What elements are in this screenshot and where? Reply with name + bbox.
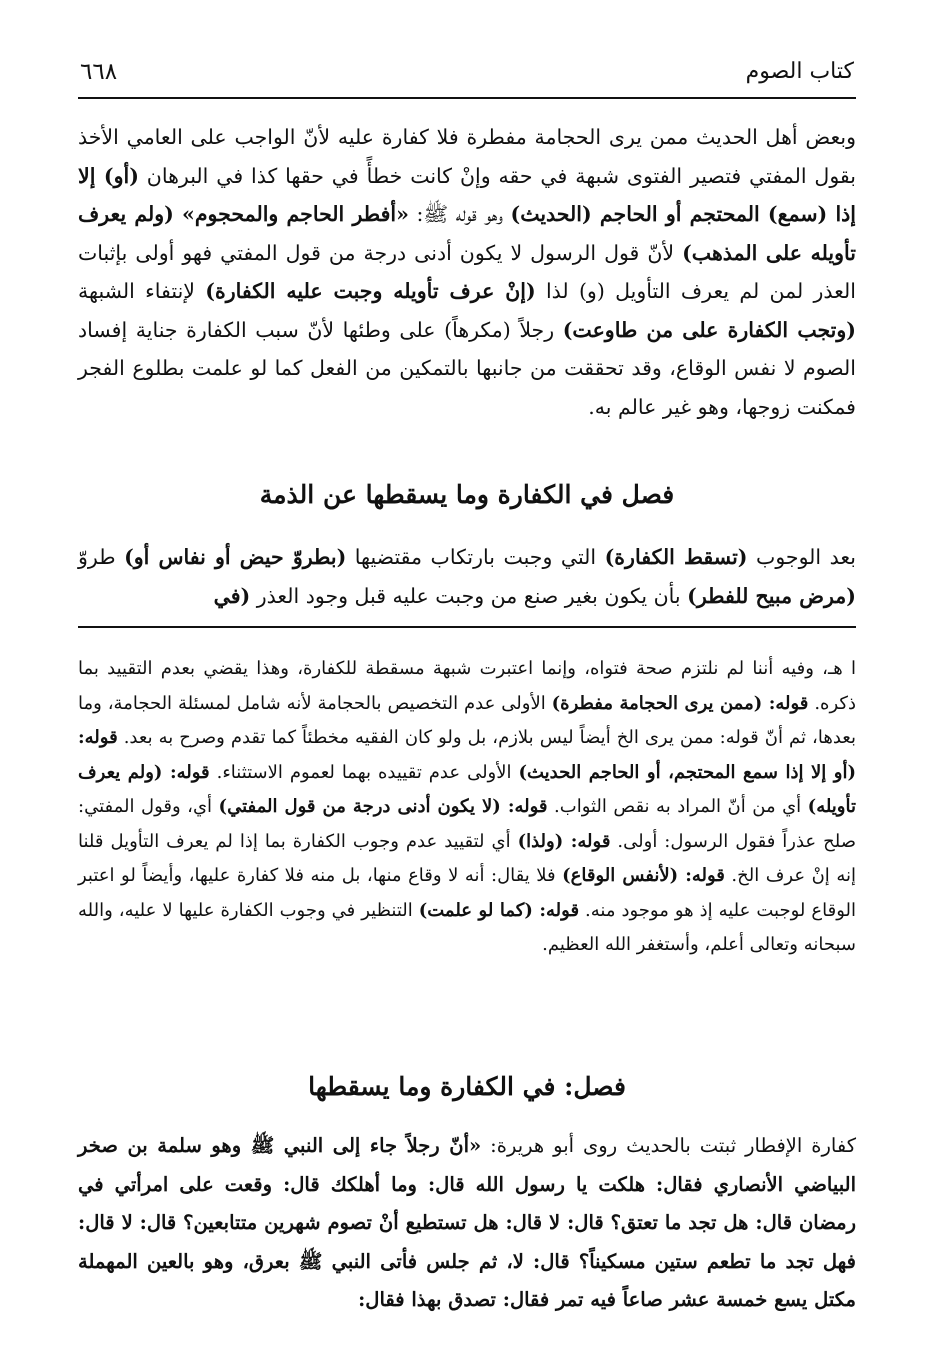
text-segment: قوله: (ولم يعرف تأويله) (78, 761, 856, 817)
text-segment: وبعض أهل الحديث ممن يرى الحجامة مفطرة فلا كفارة عليه لأنّ الواجب على العامي الأخذ بقول المفتي فتصير الفتوى شبهة في حقه وإنْ كانت خطأً في حقها كذا في البرهان (78, 125, 856, 188)
text-segment: (بطروّ حيض أو نفاس أو) (124, 545, 347, 569)
text-segment: بأن يكون بغير صنع من وجبت عليه قبل وجود العذر (250, 584, 688, 608)
text-segment: رجلاً (مكرهاً) على وطئها لأنّ سبب الكفارة جناية إفساد الصوم لا نفس الوقاع، وقد تحققت من جانبها بالتمكين من الفعل كما لو علمت بطلوع الفجر فمكنت زوجها، وهو غير عالم به. (78, 317, 856, 419)
main-text-paragraph (78, 118, 856, 426)
text-segment: الأولى عدم التخصيص بالحجامة لأنه شامل لمسئلة الحجامة، وما بعدها، ثم أنّ قوله: ممن يرى الخ أيضاً ليس بلازم، بل ولو كان الفقيه مخطئاً كما تقدم وصرح به بعد. (78, 692, 856, 748)
text-segment: أي لتقييد عدم وجوب الكفارة بما إذا لم يعرف التأويل قلنا إنه إنْ عرف الخ. (78, 830, 856, 886)
text-segment: (مرض مبيح للفطر) (687, 584, 856, 608)
text-segment: كفارة الإفطار ثبتت بالحديث روى أبو هريرة: (481, 1134, 856, 1157)
text-segment: أي من أنّ المراد به نقص الثواب. (547, 796, 808, 817)
text-segment: (أو) إلا إذا (سمع) المحتجم أو الحاجم (الحديث) (78, 163, 856, 226)
text-segment: طروّ (78, 545, 125, 569)
book-title: كتاب الصوم (745, 59, 854, 84)
text-segment: (وتجب الكفارة على من طاوعت) (562, 317, 856, 342)
text-segment: قوله: (ممن يرى الحجامة مفطرة) (551, 692, 809, 714)
text-segment: قوله: (أو إلا إذا سمع المحتجم، أو الحاجم الحديث) (78, 727, 856, 783)
text-segment: الأولى عدم تقييده بهما لعموم الاستثناء. (209, 761, 519, 783)
section-heading: فصل في الكفارة وما يسقطها عن الذمة (259, 480, 675, 509)
section-paragraph (78, 1127, 856, 1320)
page-header (78, 55, 856, 99)
text-segment: قوله: (كما لو علمت) (418, 899, 580, 921)
text-segment: وهو قوله ﷺ: (408, 202, 511, 226)
text-segment: بعد الوجوب (747, 545, 856, 569)
text-segment: ا هـ، وفيه أننا لم نلتزم صحة فتواه، وإنما اعتبرت شبهة مسقطة للكفارة، وهذا يقضي بعدم التقييد بما ذكره. (78, 658, 857, 714)
text-segment: التنظير في وجوب الكفارة عليها لا عليه، والله سبحانه وتعالى أعلم، وأستغفر الله العظيم. (78, 899, 856, 955)
text-segment: لإنتفاء الشبهة (78, 279, 206, 303)
text-segment: لأنّ قول الرسول لا يكون أدنى درجة من قول المفتي فهو أولى بإثبات العذر لمن لم يعرف التأويل (و) لذا (78, 240, 856, 303)
text-segment: التي وجبت بارتكاب مقتضيها (346, 545, 605, 569)
text-segment: (إنْ عرف تأويله وجبت عليه الكفارة) (205, 279, 536, 303)
text-segment: قوله: (لا يكون أدنى درجة من قول المفتي) (218, 796, 548, 817)
header-divider (78, 97, 856, 99)
section-paragraph (78, 538, 856, 616)
text-segment: (في (213, 584, 251, 608)
text-segment: «أفطر الحاجم والمحجوم» (ولم يعرف تأويله على المذهب) (78, 202, 856, 265)
text-segment: قوله: (ولذا) (517, 830, 611, 852)
text-segment: (تسقط الكفارة) (604, 545, 748, 569)
section-heading: فصل: في الكفارة وما يسقطها (308, 1072, 626, 1101)
text-segment: أي، وقول المفتي: صلح عذراً فقول الرسول: أولى. (78, 796, 857, 852)
text-segment: «أنّ رجلاً جاء إلى النبي ﷺ وهو سلمة بن صخر البياضي الأنصاري فقال: هلكت يا رسول الله قال: وما أهلكك قال: وقعت على امرأتي في رمضان قال: هل تجد ما تعتق؟ قال: لا قال: هل تستطيع أنْ تصوم شهرين متتابعين؟ قال: لا قال: فهل تجد ما تطعم ستين مسكيناً؟ قال: لا، ثم جلس فأتى النبي ﷺ بعرق، وهو بالعين المهملة مكتل يسع خمسة عشر صاعاً فيه تمر فقال: تصدق بهذا فقال: (78, 1134, 856, 1311)
footnote-text (78, 652, 856, 963)
text-segment: قوله: (لأنفس الوقاع) (562, 865, 725, 886)
footnote-divider (78, 626, 856, 628)
text-segment: فلا يقال: أنه لا وقاع منها، بل منه فلا كفارة عليها، وأيضاً لو اعتبر الوقاع لوجبت عليه إذ هو موجود منه. (78, 865, 856, 921)
page-number: ٦٦٨ (80, 59, 118, 85)
